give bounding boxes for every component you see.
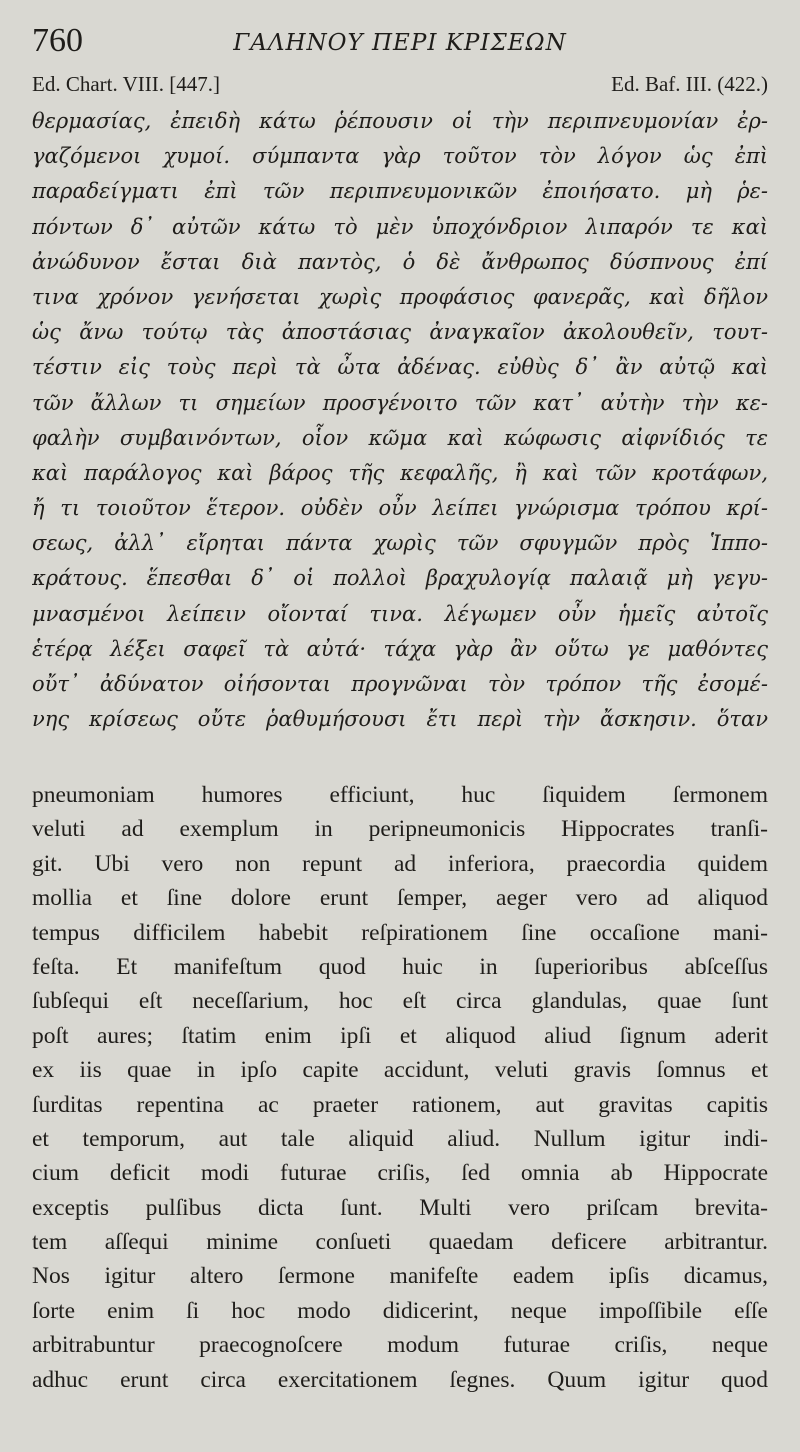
edition-reference-right: Ed. Baf. III. (422.)	[611, 72, 768, 96]
greek-line: καὶ παράλογος καὶ βάρος τῆς κεφαλῆς, ἢ καὶ τῶν κροτάφων,	[32, 460, 768, 485]
page-number: 760	[32, 22, 83, 59]
latin-line: Nos igitur altero ſermone manifeſte eadem ipſis dicamus,	[32, 1263, 768, 1290]
greek-line: πόντων δ᾽ αὐτῶν κάτω τὸ μὲν ὑποχόνδριον λιπαρόν τε καὶ	[32, 214, 768, 239]
greek-line: ἑτέρᾳ λέξει σαφεῖ τὰ αὐτά· τάχα γὰρ ἂν οὕτω γε μαθόντες	[32, 636, 768, 661]
greek-line: ἀνώδυνον ἔσται διὰ παντὸς, ὁ δὲ ἄνθρωπος δύσπνους ἐπί	[32, 249, 768, 274]
latin-line: feſta. Et manifeſtum quod huic in ſuperioribus abſceſſus	[32, 953, 768, 980]
greek-line: φαλὴν συμβαινόντων, οἷον κῶμα καὶ κώφωσις αἰφνίδιός τε	[32, 425, 768, 450]
latin-line: tempus difficilem habebit reſpirationem ſine occaſione mani-	[32, 919, 768, 946]
latin-line: ex iis quae in ipſo capite accidunt, veluti gravis ſomnus et	[32, 1057, 768, 1084]
greek-line: παραδείγματι ἐπὶ τῶν περιπνευμονικῶν ἐποιήσατο. μὴ ῥε-	[32, 179, 768, 204]
greek-line: ὡς ἄνω τούτῳ τὰς ἀποστάσιας ἀναγκαῖον ἀκολουθεῖν, τουτ-	[32, 320, 768, 345]
latin-line: arbitrabuntur praecognoſcere modum futurae criſis, neque	[32, 1332, 768, 1359]
edition-reference-left: Ed. Chart. VIII. [447.]	[32, 72, 220, 96]
latin-line: et temporum, aut tale aliquid aliud. Nullum igitur indi-	[32, 1125, 768, 1152]
greek-line: γαζόμενοι χυμοί. σύμπαντα γὰρ τοῦτον τὸν λόγον ὡς ἐπὶ	[32, 144, 768, 169]
latin-line: ſubſequi eſt neceſſarium, hoc eſt circa glandulas, quae ſunt	[32, 988, 768, 1015]
greek-line: κράτους. ἕπεσθαι δ᾽ οἱ πολλοὶ βραχυλογίᾳ παλαιᾷ μὴ γεγυ-	[32, 566, 768, 591]
latin-line: ſorte enim ſi hoc modo didicerint, neque impoſſibile eſſe	[32, 1297, 768, 1324]
greek-line: θερμασίας, ἐπειδὴ κάτω ῥέπουσιν οἱ τὴν περιπνευμονίαν ἐρ-	[32, 109, 768, 133]
latin-line: tem aſſequi minime conſueti quaedam deficere arbitrantur.	[32, 1229, 768, 1256]
latin-line: veluti ad exemplum in peripneumonicis Hippocrates tranſi-	[32, 816, 768, 843]
greek-line: ἤ τι τοιοῦτον ἕτερον. οὐδὲν οὖν λείπει γνώρισμα τρόπου κρί-	[32, 496, 768, 521]
latin-line: cium deficit modi futurae criſis, ſed omnia ab Hippocrate	[32, 1160, 768, 1187]
greek-line: τέστιν εἰς τοὺς περὶ τὰ ὦτα ἀδένας. εὐθὺς δ᾽ ἂν αὐτῷ καὶ	[32, 355, 768, 380]
greek-line: τινα χρόνον γενήσεται χωρὶς προφάσιος φανερᾶς, καὶ δῆλον	[32, 284, 768, 309]
latin-line: ſurditas repentina ac praeter rationem, aut gravitas capitis	[32, 1091, 768, 1118]
latin-line: poſt aures; ſtatim enim ipſi et aliquod aliud ſignum aderit	[32, 1022, 768, 1049]
running-title: ΓΑΛΗΝΟΥ ΠΕΡΙ ΚΡΙΣΕΩΝ	[233, 30, 567, 56]
latin-line: git. Ubi vero non repunt ad inferiora, praecordia quidem	[32, 850, 768, 877]
greek-line: οὔτ᾽ ἀδύνατον οἰήσονται προγνῶναι τὸν τρόπον τῆς ἐσομέ-	[32, 672, 768, 696]
latin-line: exceptis pulſibus dicta ſunt. Multi vero priſcam brevita-	[32, 1194, 768, 1221]
latin-text-block	[32, 778, 768, 1397]
greek-line: νης κρίσεως οὔτε ῥαθυμήσουσι ἔτι περὶ τὴν ἄσκησιν. ὅταν	[32, 707, 768, 732]
latin-line: adhuc erunt circa exercitationem ſegnes. Quum igitur quod	[32, 1366, 768, 1393]
latin-line: mollia et ſine dolore erunt ſemper, aeger vero ad aliquod	[32, 885, 768, 912]
greek-line: τῶν ἄλλων τι σημείων προσγένοιτο τῶν κατ᾽ αὐτὴν τὴν κε-	[32, 390, 768, 415]
greek-line: μνασμένοι λείπειν οἴονταί τινα. λέγωμεν οὖν ἡμεῖς αὐτοῖς	[32, 601, 768, 626]
greek-text-block	[32, 104, 768, 737]
greek-line: σεως, ἀλλ᾽ εἴρηται πάντα χωρὶς τῶν σφυγμῶν πρὸς Ἱππο-	[32, 531, 768, 556]
latin-line: pneumoniam humores efficiunt, huc ſiquidem ſermonem	[32, 782, 768, 808]
